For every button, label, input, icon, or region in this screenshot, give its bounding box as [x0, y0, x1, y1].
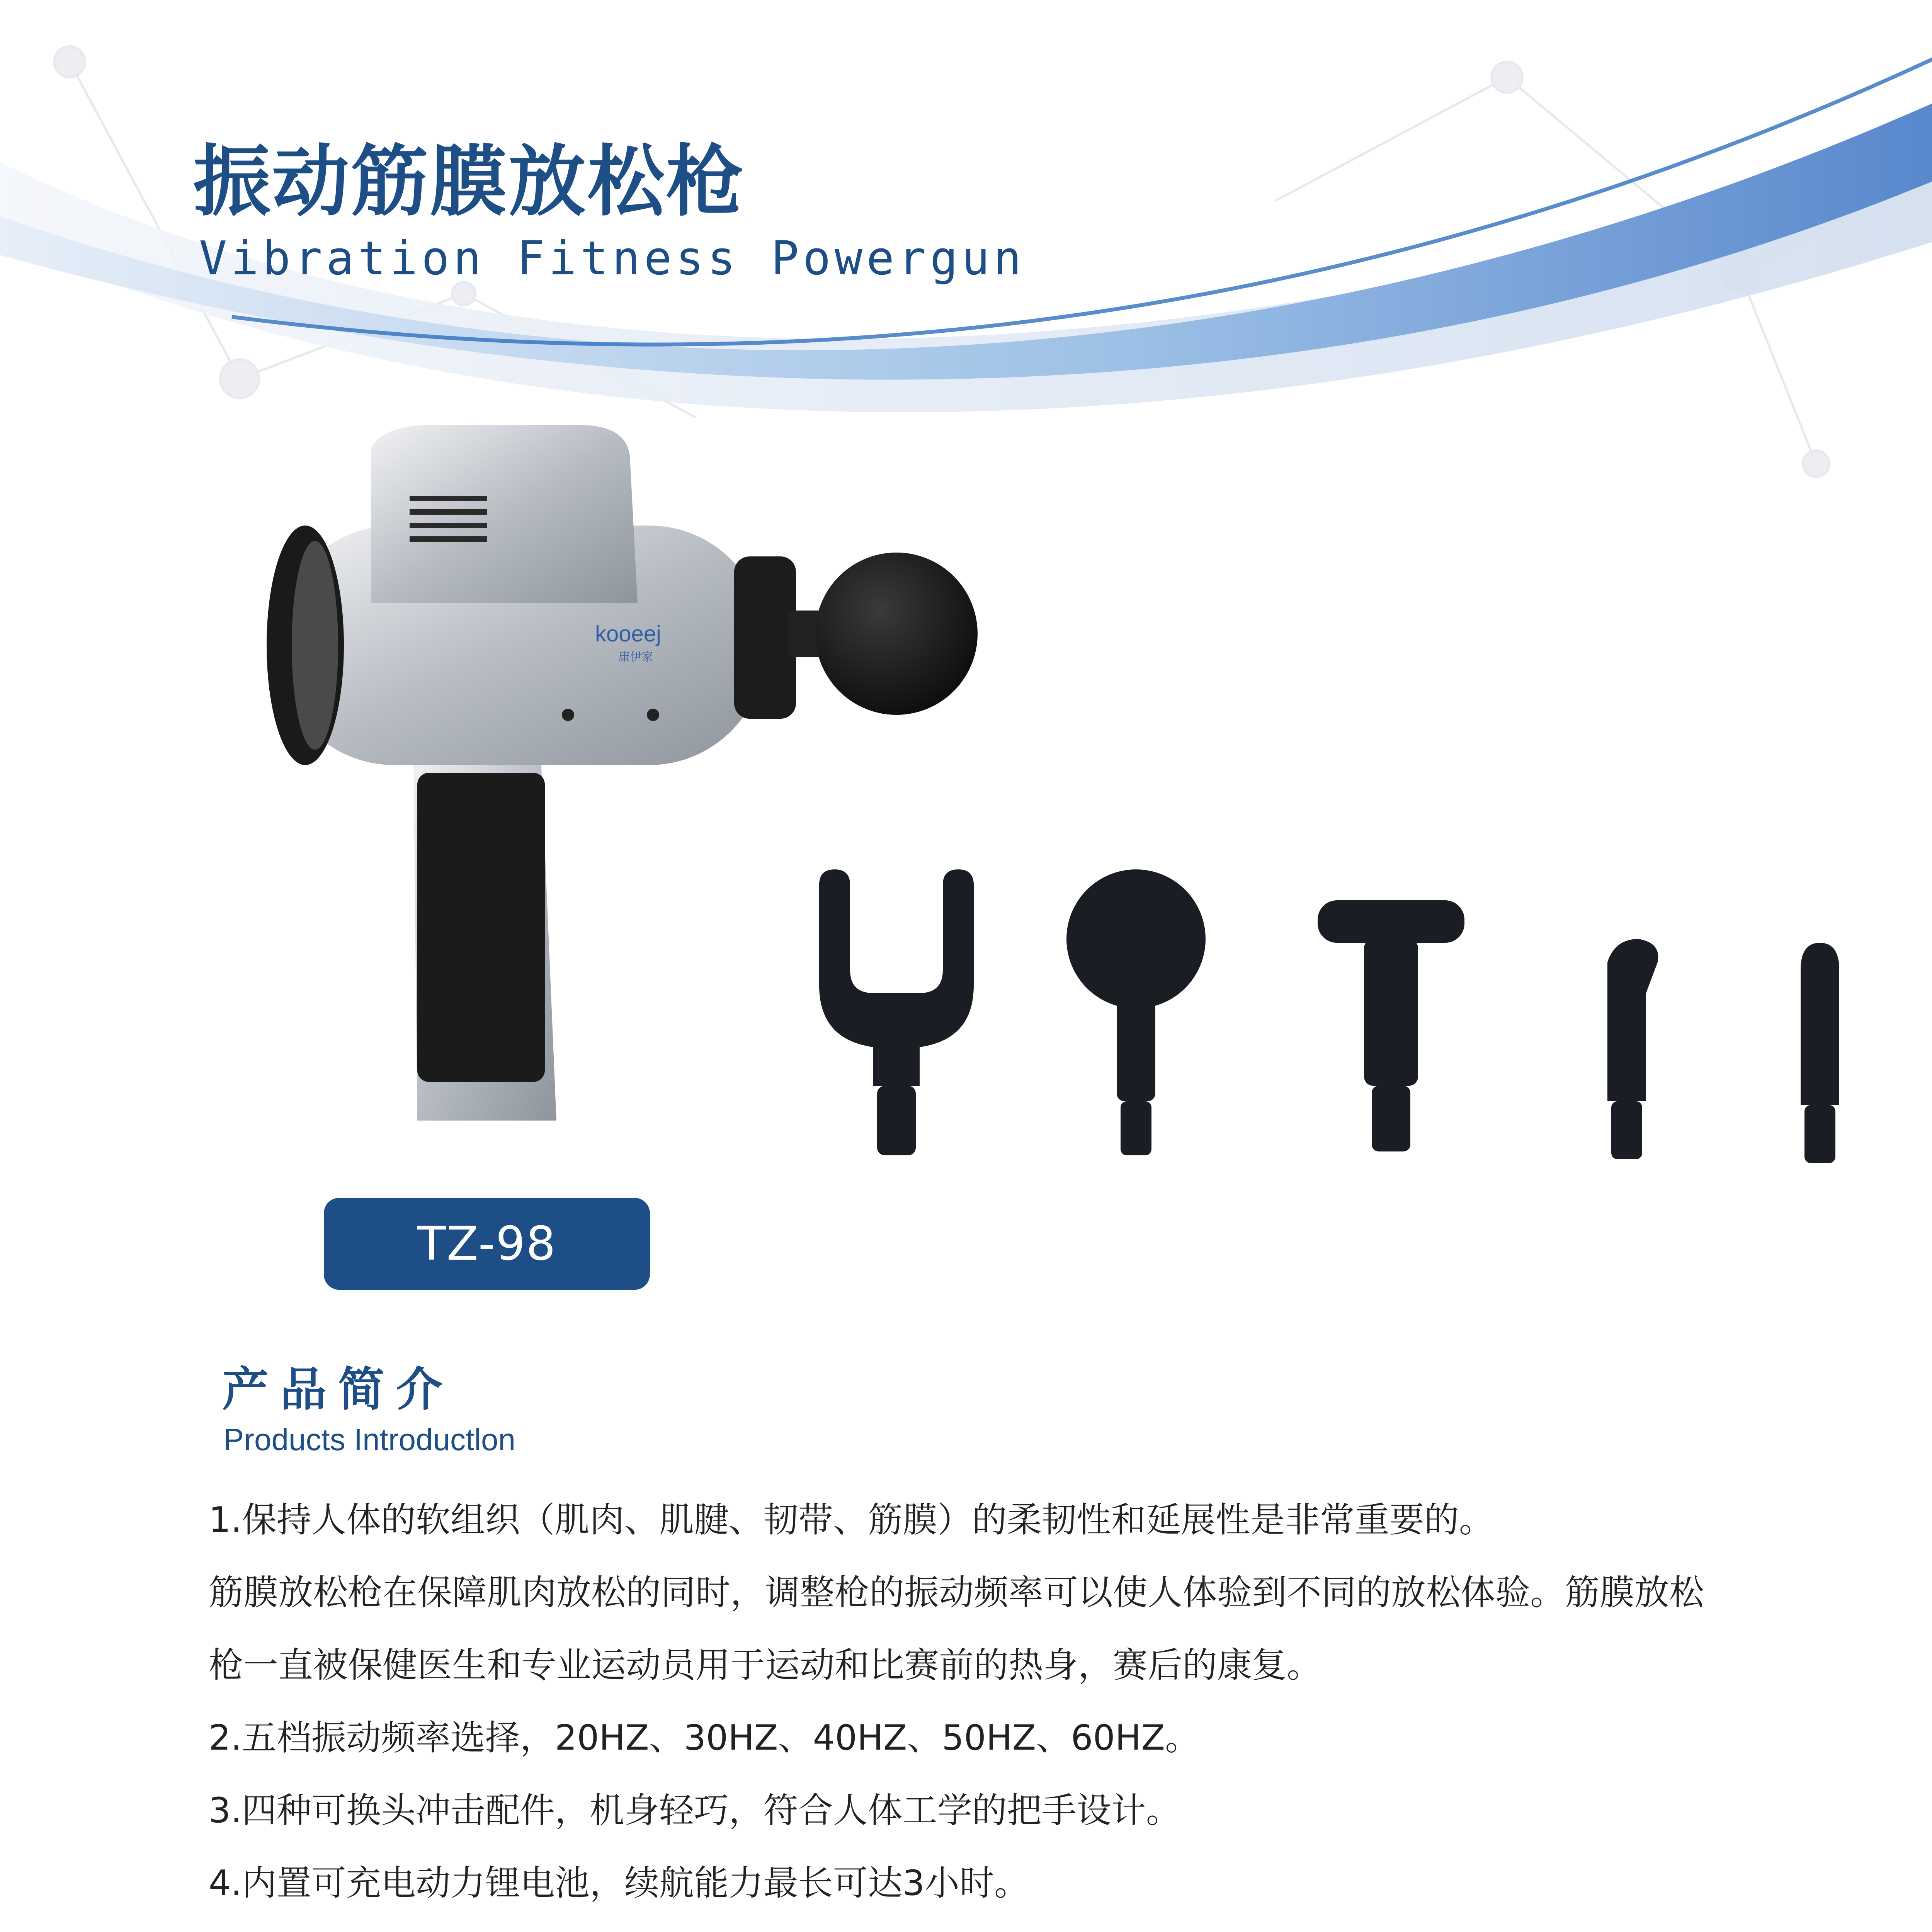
page-title-cn: 振动筋膜放松枪 — [193, 137, 745, 227]
en-paragraph — [207, 1928, 1868, 1932]
section-heading-en: Products Introductlon — [223, 1422, 515, 1457]
page-title-en: Vibration Fitness Powergun — [199, 232, 1026, 286]
section-heading-cn: 产品简介 — [222, 1363, 454, 1417]
model-badge — [324, 1198, 650, 1290]
list-item: 4.内置可充电动力锂电池，续航能力最长可达3小时。 — [209, 1863, 1029, 1903]
bullet-bent-head-icon — [1607, 939, 1658, 1159]
ball-head-icon — [1066, 869, 1206, 1155]
list-item: 枪一直被保健医生和专业运动员用于运动和比赛前的热身，赛后的康复。 — [209, 1645, 1321, 1685]
list-item: 筋膜放松枪在保障肌肉放松的同时，调整枪的振动频率可以使人体验到不同的放松体验。筋膜放松 — [209, 1572, 1704, 1613]
fork-head-icon — [819, 869, 974, 1155]
brand-logo: kooeej — [595, 621, 661, 646]
list-item: 1.保持人体的软组织（肌肉、肌腱、韧带、筋膜）的柔韧性和延展性是非常重要的。 — [209, 1500, 1494, 1540]
model-label: TZ-98 — [417, 1217, 556, 1271]
brand-logo-cn: 康伊家 — [618, 650, 653, 664]
intro-cn-list — [209, 1484, 1870, 1920]
bullet-head-icon — [1801, 943, 1839, 1163]
list-item: 3.四种可换头冲击配件，机身轻巧，符合人体工学的把手设计。 — [209, 1790, 1181, 1831]
accessory-heads-image — [804, 869, 1924, 1163]
list-item: 2.五档振动频率选择，20HZ、30HZ、40HZ、50HZ、60HZ。 — [209, 1718, 1200, 1758]
flat-head-icon — [1318, 900, 1464, 1151]
intro-en-block — [207, 1928, 1868, 1932]
